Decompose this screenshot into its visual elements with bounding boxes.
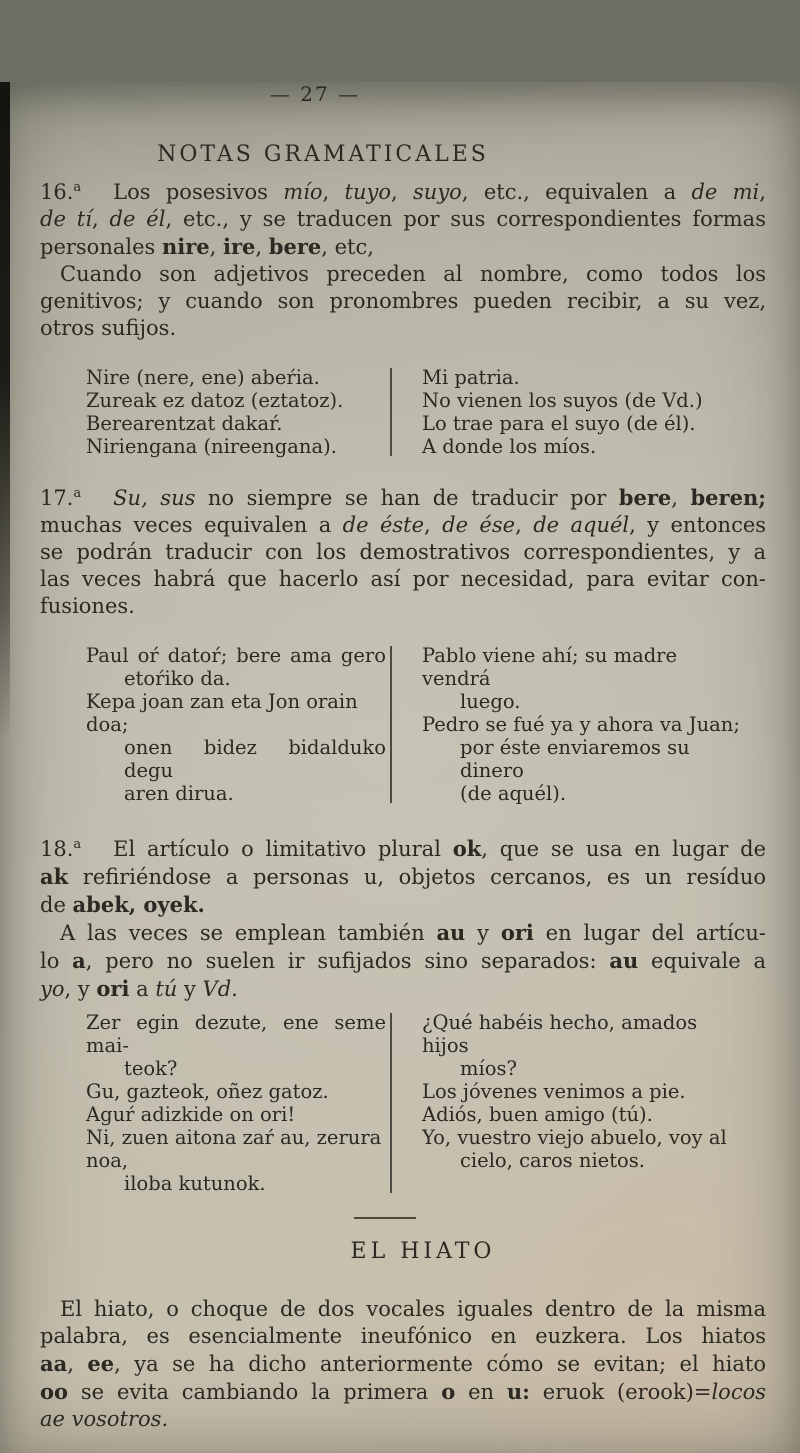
note-16-paragraph-1: 16.$^a$ Los posesivos mío, tuyo, suyo, etc., equivalen a de mi, de tí, de él, etc., y se traducen por sus correspondientes formas personales nire, ire, bere, etc, (40, 180, 766, 259)
column-divider (390, 368, 392, 456)
note-17-paragraph: 17.$^a$ Su, sus no siempre se han de traducir por bere, beren; muchas veces equivalen a de éste, de ése, de aquél, y entonces se podrán traducir con los demostrativos correspondientes, y a las veces habrá que hacerlo así por necesidad, para evitar con- fusiones. (40, 485, 767, 618)
note-18-paragraph-1: 18.$^a$ El artículo o limitativo plural ok, que se usa en lugar de ak refiriéndose a personas u, objetos cercanos, es un resíduo de abek, oyek. (40, 836, 766, 917)
section-title-el-hiato: EL HIATO (350, 1239, 496, 1264)
note-18-paragraph-2: A las veces se emplean también au y ori en lugar del artícu- lo a, pero no suelen ir sufijados sino separados: au equivale a yo, y ori a tú y Vd. (40, 920, 766, 1001)
column-divider (390, 646, 392, 803)
example-1-spanish-column: Mi patria. No vienen los suyos (de Vd.) Lo trae para el suyo (de él). A donde los míos. (422, 366, 703, 458)
page-title: NOTAS GRAMATICALES (157, 142, 489, 167)
example-block-1 (86, 366, 746, 458)
example-2-spanish-column: Pablo viene ahí; su madre vendrá luego. Pedro se fué ya y ahora va Juan; por éste enviaremos su dinero (de aquél). (422, 644, 740, 805)
column-divider (390, 1013, 392, 1193)
page-content (0, 82, 800, 1433)
note-16-paragraph-2: Cuando son adjetivos preceden al nombre, como todos los genitivos; y cuando son pronombres pueden recibir, a su vez, otros sufijos. (40, 262, 766, 340)
example-2-basque-column: Paul oŕ datoŕ; bere ama gero etoŕiko da. Kepa joan zan eta Jon orain doa; onen bidez bidalduko degu aren dirua. (86, 644, 386, 805)
example-3-basque-column: Zer egin dezute, ene seme mai- teok? Gu, gazteok, oñez gatoz. Aguŕ adizkide on ori! Ni, zuen aitona zaŕ au, zerura noa, iloba kutunok. (86, 1011, 386, 1195)
hiato-paragraph: El hiato, o choque de dos vocales iguales dentro de la misma palabra, es esencialmente ineufónico en euzkera. Los hiatos aa, ee, ya se ha dicho anteriormente cómo se evitan; el hiato oo se evita cambiando la primera o en u: eruok (erook)=locos ae vosotros. (40, 1297, 767, 1431)
scanned-book-page (0, 82, 800, 1453)
section-divider-rule (354, 1217, 416, 1219)
example-1-basque-column: Nire (nere, ene) abeŕia. Zureak ez datoz (eztatoz). Berearentzat dakaŕ. Niriengana (nireengana). (86, 366, 344, 458)
example-3-spanish-column: ¿Qué habéis hecho, amados hijos míos? Los jóvenes venimos a pie. Adiós, buen amigo (tú). Yo, vuestro viejo abuelo, voy al cielo, caros nietos. (422, 1011, 727, 1172)
page-number: — 27 — (269, 82, 361, 106)
example-block-3 (86, 1011, 746, 1195)
example-block-2 (86, 644, 746, 805)
